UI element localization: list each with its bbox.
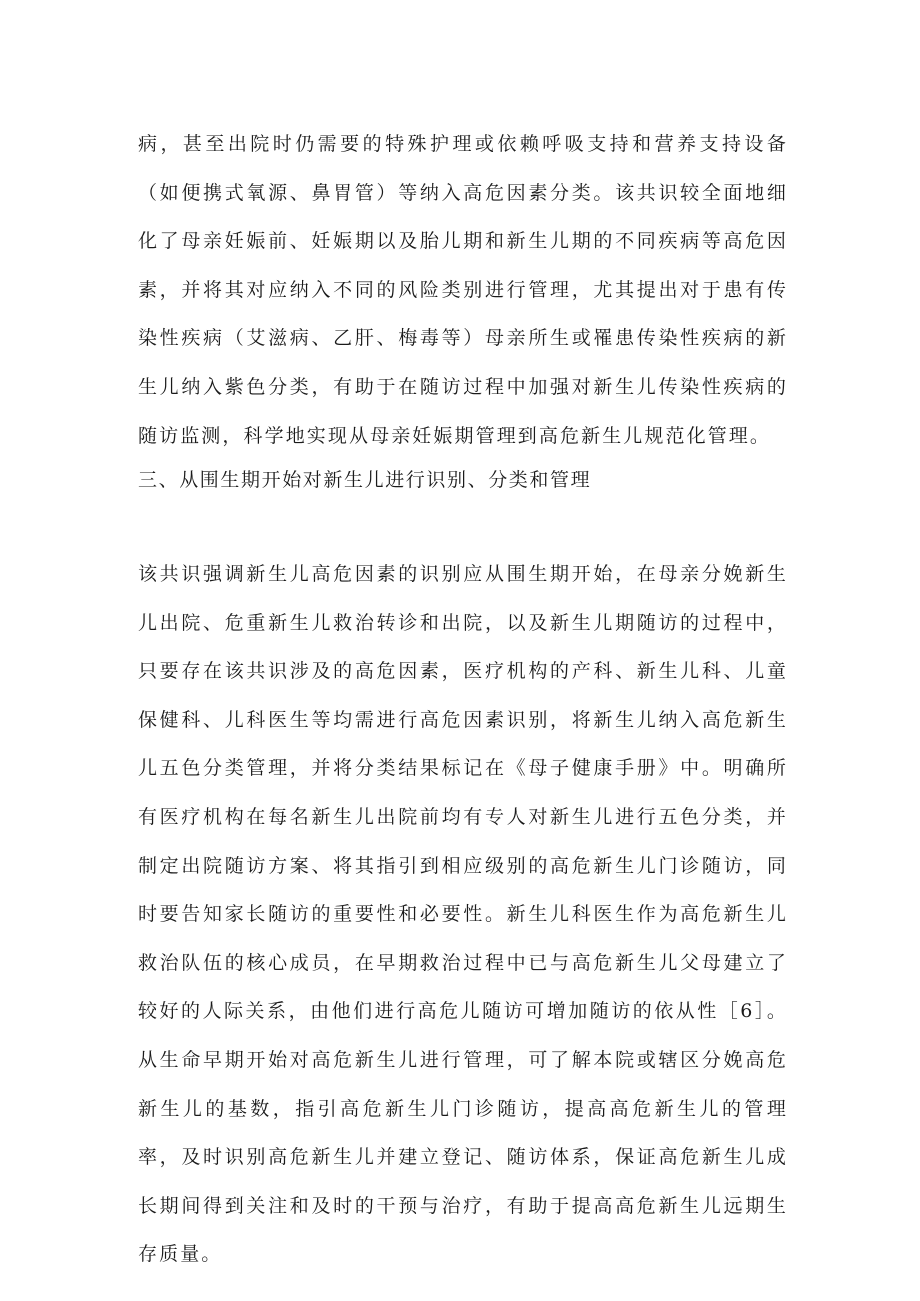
body-paragraph-1: 病，甚至出院时仍需要的特殊护理或依赖呼吸支持和营养支持设备（如便携式氧源、鼻胃管）等纳入高危因素分类。该共识较全面地细化了母亲妊娠前、妊娠期以及胎儿期和新生儿期的不同疾病等高危因素，并将其对应纳入不同的风险类别进行管理，尤其提出对于患有传染性疾病（艾滋病、乙肝、梅毒等）母亲所生或罹患传染性疾病的新生儿纳入紫色分类，有助于在随访过程中加强对新生儿传染性疾病的随访监测，科学地实现从母亲妊娠期管理到高危新生儿规范化管理。 — [138, 133, 788, 447]
section-heading: 三、从围生期开始对新生儿进行识别、分类和管理 — [138, 469, 592, 491]
body-paragraph-2: 该共识强调新生儿高危因素的识别应从围生期开始，在母亲分娩新生儿出院、危重新生儿救治转诊和出院，以及新生儿期随访的过程中，只要存在该共识涉及的高危因素，医疗机构的产科、新生儿科、儿童保健科、儿科医生等均需进行高危因素识别，将新生儿纳入高危新生儿五色分类管理，并将分类结果标记在《母子健康手册》中。明确所有医疗机构在每名新生儿出院前均有专人对新生儿进行五色分类，并制定出院随访方案、将其指引到相应级别的高危新生儿门诊随访，同时要告知家长随访的重要性和必要性。新生儿科医生作为高危新生儿救治队伍的核心成员，在早期救治过程中已与高危新生儿父母建立了较好的人际关系，由他们进行高危儿随访可增加随访的依从性［6］。从生命早期开始对高危新生儿进行管理，可了解本院或辖区分娩高危新生儿的基数，指引高危新生儿门诊随访，提高高危新生儿的管理率，及时识别高危新生儿并建立登记、随访体系，保证高危新生儿成长期间得到关注和及时的干预与治疗，有助于提高高危新生儿远期生存质量。 — [138, 563, 788, 1266]
